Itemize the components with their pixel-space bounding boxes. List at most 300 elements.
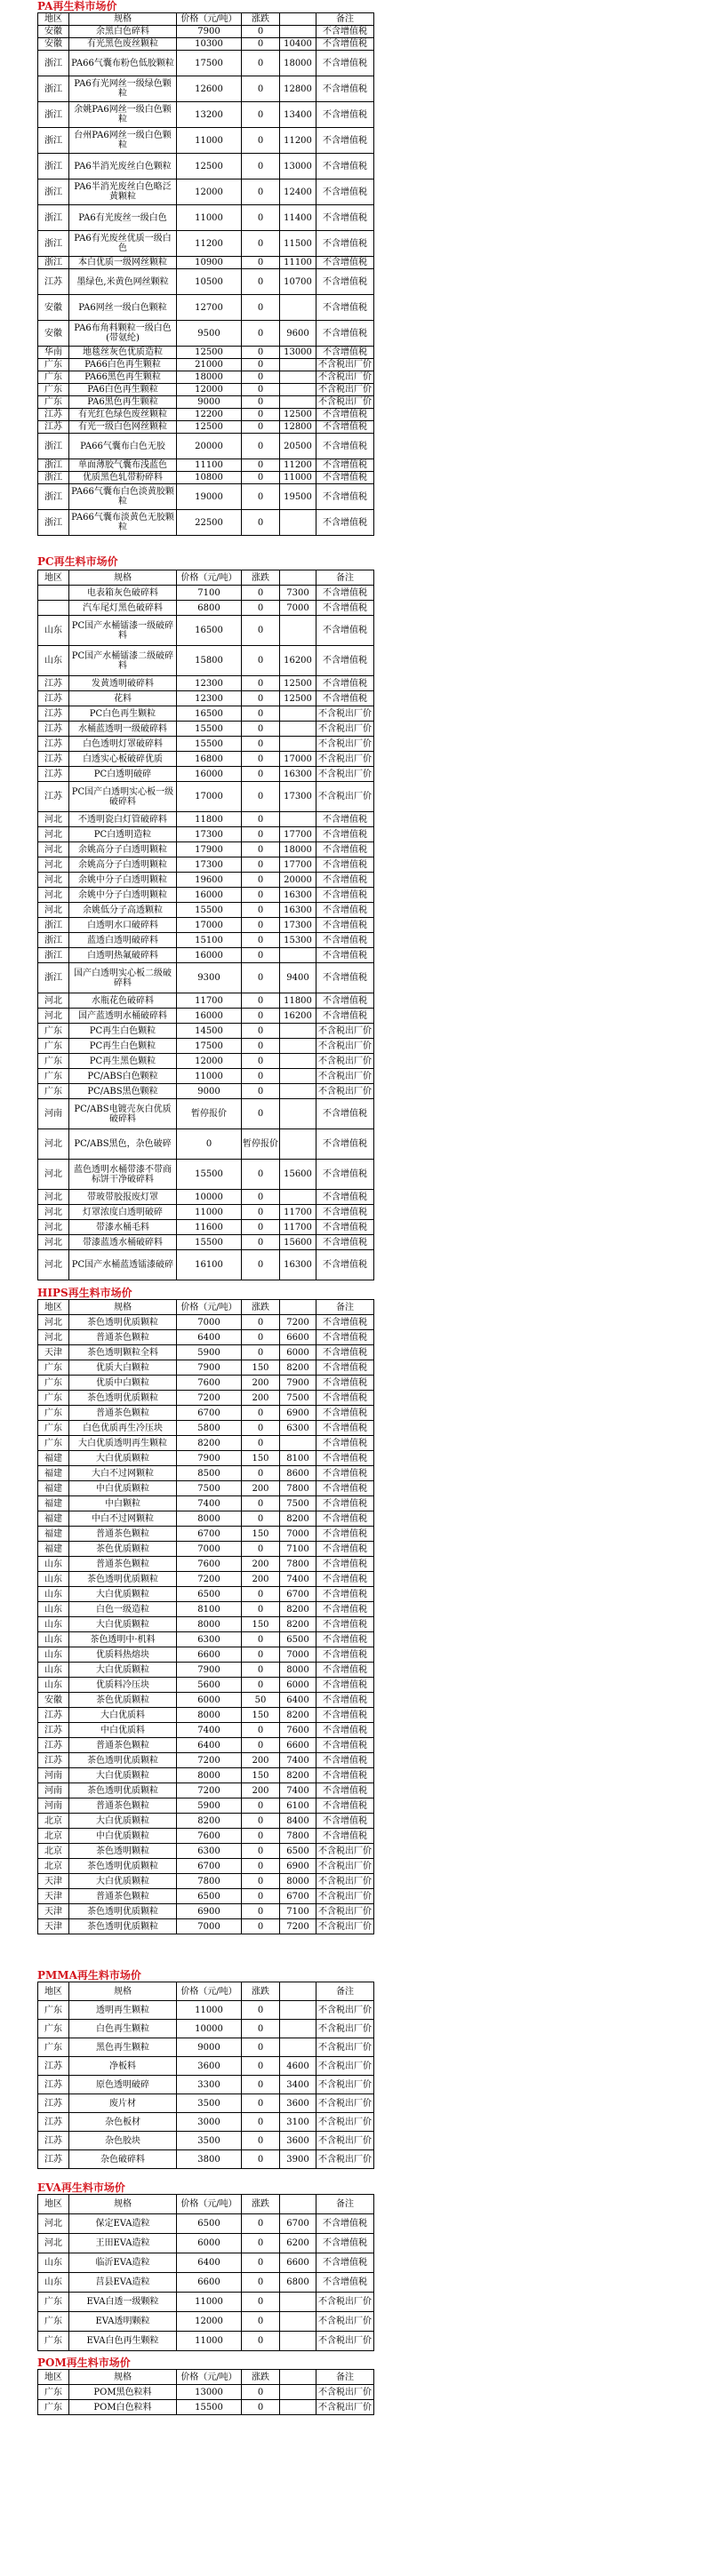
alt-price-cell: 3600 bbox=[280, 2132, 316, 2150]
change-cell: 150 bbox=[242, 1768, 280, 1783]
alt-price-cell: 20000 bbox=[280, 873, 316, 888]
spec-cell: 普通茶色颗粒 bbox=[69, 1738, 177, 1753]
table-row bbox=[38, 2020, 374, 2038]
region-cell: 浙江 bbox=[38, 918, 69, 933]
alt-price-cell: 8200 bbox=[280, 1708, 316, 1723]
spec-cell: 墨绿色,米黄色网丝颗粒 bbox=[69, 269, 177, 295]
alt-price-cell: 13400 bbox=[280, 102, 316, 128]
price-cell: 15100 bbox=[177, 933, 242, 948]
price-cell: 11600 bbox=[177, 1220, 242, 1235]
alt-price-cell bbox=[280, 384, 316, 396]
change-cell: 0 bbox=[242, 2038, 280, 2057]
remark-cell: 不含增值税 bbox=[316, 993, 374, 1009]
remark-cell: 不含增值税 bbox=[316, 691, 374, 706]
remark-cell: 不含增值税 bbox=[316, 1129, 374, 1160]
alt-price-cell bbox=[280, 359, 316, 371]
price-cell: 8000 bbox=[177, 1617, 242, 1632]
change-cell: 0 bbox=[242, 38, 280, 51]
remark-cell: 不含税出厂价 bbox=[316, 737, 374, 752]
remark-cell: 不含税出厂价 bbox=[316, 2400, 374, 2415]
price-table bbox=[37, 1982, 374, 2169]
change-cell: 0 bbox=[242, 1421, 280, 1436]
alt-price-cell: 12800 bbox=[280, 76, 316, 102]
remark-cell: 不含税出厂价 bbox=[316, 2038, 374, 2057]
alt-price-cell: 15600 bbox=[280, 1160, 316, 1190]
price-cell: 17300 bbox=[177, 857, 242, 873]
price-cell: 19600 bbox=[177, 873, 242, 888]
section-title: PC再生料市场价 bbox=[37, 555, 118, 568]
remark-cell: 不含增值税 bbox=[316, 903, 374, 918]
change-cell: 0 bbox=[242, 782, 280, 812]
remark-cell: 不含增值税 bbox=[316, 1345, 374, 1360]
price-cell: 6600 bbox=[177, 1647, 242, 1663]
change-cell: 200 bbox=[242, 1753, 280, 1768]
alt-price-cell bbox=[280, 616, 316, 646]
region-cell: 浙江 bbox=[38, 257, 69, 269]
header-spec-cell: 规格 bbox=[69, 1982, 177, 2001]
remark-cell: 不含税出厂价 bbox=[316, 2001, 374, 2020]
alt-price-cell: 6900 bbox=[280, 1406, 316, 1421]
change-cell: 0 bbox=[242, 102, 280, 128]
spec-cell: 茶色透明优质颗粒 bbox=[69, 1783, 177, 1798]
region-cell: 浙江 bbox=[38, 434, 69, 459]
table-row bbox=[38, 102, 374, 128]
header-region-cell: 地区 bbox=[38, 2370, 69, 2385]
change-cell: 150 bbox=[242, 1617, 280, 1632]
alt-price-cell: 6600 bbox=[280, 1330, 316, 1345]
change-cell: 0 bbox=[242, 434, 280, 459]
spec-cell: PC/ABS电镀壳灰白优质破碎料 bbox=[69, 1099, 177, 1129]
remark-cell: 不含增值税 bbox=[316, 257, 374, 269]
spec-cell: 大白不过网颗粒 bbox=[69, 1466, 177, 1481]
change-cell: 150 bbox=[242, 1708, 280, 1723]
remark-cell: 不含增值税 bbox=[316, 421, 374, 434]
header-spec-cell: 规格 bbox=[69, 1300, 177, 1315]
change-cell: 0 bbox=[242, 371, 280, 384]
price-cell: 6000 bbox=[177, 2234, 242, 2253]
remark-cell: 不含税出厂价 bbox=[316, 2076, 374, 2094]
table-row bbox=[38, 76, 374, 102]
region-cell: 河北 bbox=[38, 1190, 69, 1205]
table-row bbox=[38, 1678, 374, 1693]
table-row bbox=[38, 1069, 374, 1084]
price-cell: 7200 bbox=[177, 1783, 242, 1798]
change-cell: 0 bbox=[242, 1874, 280, 1889]
alt-price-cell: 7100 bbox=[280, 1904, 316, 1919]
table-row bbox=[38, 1557, 374, 1572]
table-row bbox=[38, 842, 374, 857]
price-cell: 11800 bbox=[177, 812, 242, 827]
remark-cell: 不含增值税 bbox=[316, 1647, 374, 1663]
table-row bbox=[38, 2038, 374, 2057]
region-cell: 浙江 bbox=[38, 933, 69, 948]
table-row bbox=[38, 1904, 374, 1919]
alt-price-cell: 17300 bbox=[280, 918, 316, 933]
remark-cell: 不含增值税 bbox=[316, 1330, 374, 1345]
spec-cell: 茶色透明颗粒 bbox=[69, 1844, 177, 1859]
price-cell: 11100 bbox=[177, 459, 242, 472]
spec-cell: 优质黑色轧带粉碎料 bbox=[69, 472, 177, 484]
alt-price-cell: 17700 bbox=[280, 857, 316, 873]
table-row bbox=[38, 873, 374, 888]
table-row bbox=[38, 963, 374, 993]
change-cell: 0 bbox=[242, 812, 280, 827]
region-cell: 山东 bbox=[38, 1602, 69, 1617]
price-cell: 7200 bbox=[177, 1391, 242, 1406]
price-cell: 5900 bbox=[177, 1345, 242, 1360]
table-row bbox=[38, 857, 374, 873]
table-row bbox=[38, 1889, 374, 1904]
spec-cell: 灯罩浓度白透明破碎 bbox=[69, 1205, 177, 1220]
header-region-cell: 地区 bbox=[38, 570, 69, 586]
remark-cell: 不含增值税 bbox=[316, 1481, 374, 1496]
table-header-row bbox=[38, 1982, 374, 2001]
region-cell: 山东 bbox=[38, 616, 69, 646]
table-row bbox=[38, 51, 374, 76]
change-cell: 0 bbox=[242, 205, 280, 231]
region-cell: 天津 bbox=[38, 1919, 69, 1934]
region-cell: 广东 bbox=[38, 2293, 69, 2312]
table-row bbox=[38, 1753, 374, 1768]
price-cell: 7900 bbox=[177, 1663, 242, 1678]
remark-cell: 不含税出厂价 bbox=[316, 1904, 374, 1919]
region-cell: 浙江 bbox=[38, 484, 69, 510]
spec-cell: 王田EVA造粒 bbox=[69, 2234, 177, 2253]
alt-price-cell bbox=[280, 2385, 316, 2400]
change-cell: 0 bbox=[242, 409, 280, 421]
change-cell: 0 bbox=[242, 1814, 280, 1829]
spec-cell: 白透明水口破碎料 bbox=[69, 918, 177, 933]
spec-cell: PA6半消光废丝白色颗粒 bbox=[69, 154, 177, 179]
section-title: PMMA再生料市场价 bbox=[37, 1969, 141, 1982]
table-row bbox=[38, 1738, 374, 1753]
price-cell: 7000 bbox=[177, 1542, 242, 1557]
alt-price-cell bbox=[280, 2312, 316, 2332]
remark-cell: 不含税出厂价 bbox=[316, 1054, 374, 1069]
section-title: PA再生料市场价 bbox=[37, 0, 117, 12]
price-cell: 17000 bbox=[177, 918, 242, 933]
remark-cell: 不含增值税 bbox=[316, 128, 374, 154]
table-row bbox=[38, 1647, 374, 1663]
header-change-cell: 涨跌 bbox=[242, 570, 280, 586]
price-cell: 15500 bbox=[177, 1235, 242, 1250]
remark-cell: 不含增值税 bbox=[316, 1572, 374, 1587]
remark-cell: 不含税出厂价 bbox=[316, 1039, 374, 1054]
remark-cell: 不含增值税 bbox=[316, 472, 374, 484]
alt-price-cell: 6700 bbox=[280, 2214, 316, 2234]
table-row bbox=[38, 782, 374, 812]
price-cell: 11000 bbox=[177, 205, 242, 231]
remark-cell: 不含增值税 bbox=[316, 231, 374, 257]
change-cell: 0 bbox=[242, 2150, 280, 2169]
alt-price-cell bbox=[280, 948, 316, 963]
change-cell: 0 bbox=[242, 26, 280, 38]
change-cell: 0 bbox=[242, 359, 280, 371]
table-row bbox=[38, 257, 374, 269]
region-cell: 河北 bbox=[38, 903, 69, 918]
region-cell: 山东 bbox=[38, 2253, 69, 2273]
spec-cell: 透明再生颗粒 bbox=[69, 2001, 177, 2020]
spec-cell: 有光红色绿色废丝颗粒 bbox=[69, 409, 177, 421]
table-row bbox=[38, 1708, 374, 1723]
region-cell: 江苏 bbox=[38, 737, 69, 752]
alt-price-cell: 11700 bbox=[280, 1220, 316, 1235]
remark-cell: 不含增值税 bbox=[316, 1451, 374, 1466]
header-price-cell: 价格（元/吨） bbox=[177, 2195, 242, 2214]
price-table bbox=[37, 570, 374, 1280]
remark-cell: 不含税出厂价 bbox=[316, 2150, 374, 2169]
change-cell: 0 bbox=[242, 857, 280, 873]
spec-cell: PC/ABS黑色，杂色破碎 bbox=[69, 1129, 177, 1160]
remark-cell: 不含增值税 bbox=[316, 51, 374, 76]
table-row bbox=[38, 646, 374, 676]
spec-cell: PA66气囊布白色淡黄胶颗粒 bbox=[69, 484, 177, 510]
remark-cell: 不含增值税 bbox=[316, 857, 374, 873]
region-cell bbox=[38, 601, 69, 616]
remark-cell: 不含增值税 bbox=[316, 1798, 374, 1814]
spec-cell: 大白优质颗粒 bbox=[69, 1451, 177, 1466]
region-cell: 福建 bbox=[38, 1511, 69, 1527]
price-cell: 5900 bbox=[177, 1798, 242, 1814]
region-cell: 河北 bbox=[38, 857, 69, 873]
spec-cell: PC白透明造粒 bbox=[69, 827, 177, 842]
region-cell: 河南 bbox=[38, 1783, 69, 1798]
change-cell: 0 bbox=[242, 257, 280, 269]
region-cell: 江苏 bbox=[38, 1753, 69, 1768]
table-row bbox=[38, 1054, 374, 1069]
alt-price-cell: 11500 bbox=[280, 231, 316, 257]
table-row bbox=[38, 737, 374, 752]
price-cell: 6400 bbox=[177, 1330, 242, 1345]
region-cell: 广东 bbox=[38, 384, 69, 396]
remark-cell: 不含增值税 bbox=[316, 2214, 374, 2234]
change-cell: 0 bbox=[242, 1798, 280, 1814]
price-table bbox=[37, 2369, 374, 2415]
change-cell: 0 bbox=[242, 2076, 280, 2094]
region-cell: 河北 bbox=[38, 888, 69, 903]
region-cell: 广东 bbox=[38, 2020, 69, 2038]
alt-price-cell: 15600 bbox=[280, 1235, 316, 1250]
remark-cell: 不含增值税 bbox=[316, 1814, 374, 1829]
spec-cell: 茶色透明颗粒全料 bbox=[69, 1345, 177, 1360]
remark-cell: 不含税出厂价 bbox=[316, 752, 374, 767]
price-cell: 3500 bbox=[177, 2132, 242, 2150]
price-cell: 10500 bbox=[177, 269, 242, 295]
spec-cell: 临沂EVA造粒 bbox=[69, 2253, 177, 2273]
spec-cell: 茶色透明优质颗粒 bbox=[69, 1919, 177, 1934]
change-cell: 0 bbox=[242, 2312, 280, 2332]
price-cell: 7600 bbox=[177, 1376, 242, 1391]
table-row bbox=[38, 1859, 374, 1874]
table-row bbox=[38, 1250, 374, 1280]
change-cell: 200 bbox=[242, 1572, 280, 1587]
change-cell: 0 bbox=[242, 1919, 280, 1934]
change-cell: 0 bbox=[242, 1024, 280, 1039]
spec-cell: 杂色板材 bbox=[69, 2113, 177, 2132]
region-cell: 江苏 bbox=[38, 2076, 69, 2094]
change-cell: 0 bbox=[242, 1436, 280, 1451]
region-cell: 广东 bbox=[38, 1069, 69, 1084]
region-cell: 山东 bbox=[38, 1678, 69, 1693]
change-cell: 0 bbox=[242, 1220, 280, 1235]
change-cell: 0 bbox=[242, 179, 280, 205]
spec-cell: 蓝色透明水桶带漆不带商标饼干净破碎料 bbox=[69, 1160, 177, 1190]
price-cell: 20000 bbox=[177, 434, 242, 459]
spec-cell: PC国产水桶镭漆二级破碎料 bbox=[69, 646, 177, 676]
alt-price-cell bbox=[280, 371, 316, 384]
change-cell: 0 bbox=[242, 2001, 280, 2020]
price-cell: 11200 bbox=[177, 231, 242, 257]
region-cell: 江苏 bbox=[38, 767, 69, 782]
spec-cell: 余姚高分子白透明颗粒 bbox=[69, 857, 177, 873]
header-alt-price-cell bbox=[280, 1300, 316, 1315]
alt-price-cell bbox=[280, 1084, 316, 1099]
change-cell: 0 bbox=[242, 752, 280, 767]
table-row bbox=[38, 1496, 374, 1511]
table-row bbox=[38, 1391, 374, 1406]
region-cell: 河北 bbox=[38, 1250, 69, 1280]
region-cell: 天津 bbox=[38, 1889, 69, 1904]
region-cell: 河北 bbox=[38, 827, 69, 842]
spec-cell: 水桶蓝透明一级破碎料 bbox=[69, 722, 177, 737]
change-cell: 0 bbox=[242, 269, 280, 295]
table-row bbox=[38, 359, 374, 371]
alt-price-cell: 8600 bbox=[280, 1466, 316, 1481]
table-row bbox=[38, 128, 374, 154]
spec-cell: 茶色透明优质颗粒 bbox=[69, 1859, 177, 1874]
table-row bbox=[38, 1360, 374, 1376]
table-row bbox=[38, 1783, 374, 1798]
region-cell: 广东 bbox=[38, 1436, 69, 1451]
table-row bbox=[38, 484, 374, 510]
alt-price-cell: 6000 bbox=[280, 1678, 316, 1693]
region-cell: 河北 bbox=[38, 1205, 69, 1220]
table-row bbox=[38, 1844, 374, 1859]
remark-cell: 不含增值税 bbox=[316, 38, 374, 51]
region-cell: 广东 bbox=[38, 1024, 69, 1039]
price-cell: 6500 bbox=[177, 2214, 242, 2234]
price-cell: 6400 bbox=[177, 1738, 242, 1753]
price-cell: 16500 bbox=[177, 616, 242, 646]
table-row bbox=[38, 2150, 374, 2169]
alt-price-cell: 6600 bbox=[280, 2253, 316, 2273]
table-row bbox=[38, 205, 374, 231]
section-title: EVA再生料市场价 bbox=[37, 2181, 125, 2194]
region-cell: 江苏 bbox=[38, 2150, 69, 2169]
price-cell: 3300 bbox=[177, 2076, 242, 2094]
region-cell: 河南 bbox=[38, 1099, 69, 1129]
spec-cell: PA66气囊布淡黄色无胶颗粒 bbox=[69, 510, 177, 536]
change-cell: 0 bbox=[242, 1723, 280, 1738]
spec-cell: 余姚中分子白透明颗粒 bbox=[69, 873, 177, 888]
alt-price-cell: 8200 bbox=[280, 1768, 316, 1783]
spec-cell: 普通茶色颗粒 bbox=[69, 1557, 177, 1572]
price-cell: 12700 bbox=[177, 295, 242, 321]
alt-price-cell bbox=[280, 2332, 316, 2351]
spec-cell: 杂色胶块 bbox=[69, 2132, 177, 2150]
section-title: POM再生料市场价 bbox=[37, 2357, 131, 2369]
table-row bbox=[38, 1205, 374, 1220]
change-cell: 0 bbox=[242, 963, 280, 993]
change-cell: 150 bbox=[242, 1360, 280, 1376]
alt-price-cell: 13000 bbox=[280, 347, 316, 359]
table-row bbox=[38, 752, 374, 767]
change-cell: 200 bbox=[242, 1391, 280, 1406]
header-spec-cell: 规格 bbox=[69, 570, 177, 586]
spec-cell: PC/ABS黑色颗粒 bbox=[69, 1084, 177, 1099]
region-cell: 广东 bbox=[38, 1376, 69, 1391]
change-cell: 0 bbox=[242, 2094, 280, 2113]
alt-price-cell bbox=[280, 510, 316, 536]
remark-cell: 不含增值税 bbox=[316, 842, 374, 857]
alt-price-cell: 6300 bbox=[280, 1421, 316, 1436]
spec-cell: 余姚中分子白透明颗粒 bbox=[69, 888, 177, 903]
remark-cell: 不含税出厂价 bbox=[316, 2020, 374, 2038]
alt-price-cell: 11200 bbox=[280, 459, 316, 472]
table-row bbox=[38, 586, 374, 601]
region-cell: 浙江 bbox=[38, 128, 69, 154]
alt-price-cell: 7800 bbox=[280, 1829, 316, 1844]
price-cell: 7400 bbox=[177, 1496, 242, 1511]
price-cell: 12200 bbox=[177, 409, 242, 421]
spec-cell: 中白颗粒 bbox=[69, 1496, 177, 1511]
change-cell: 0 bbox=[242, 2214, 280, 2234]
spec-cell: PC白透明破碎 bbox=[69, 767, 177, 782]
alt-price-cell: 17000 bbox=[280, 752, 316, 767]
remark-cell: 不含增值税 bbox=[316, 1099, 374, 1129]
remark-cell: 不含增值税 bbox=[316, 1678, 374, 1693]
table-row bbox=[38, 812, 374, 827]
alt-price-cell: 3100 bbox=[280, 2113, 316, 2132]
remark-cell: 不含增值税 bbox=[316, 2253, 374, 2273]
region-cell: 山东 bbox=[38, 1557, 69, 1572]
remark-cell: 不含增值税 bbox=[316, 1436, 374, 1451]
table-header-row bbox=[38, 2370, 374, 2385]
spec-cell: PC国产白透明实心板一级破碎料 bbox=[69, 782, 177, 812]
price-cell: 6700 bbox=[177, 1406, 242, 1421]
region-cell: 广东 bbox=[38, 359, 69, 371]
table-row bbox=[38, 2253, 374, 2273]
spec-cell: 普通茶色颗粒 bbox=[69, 1330, 177, 1345]
change-cell: 200 bbox=[242, 1376, 280, 1391]
region-cell: 广东 bbox=[38, 2400, 69, 2415]
table-row bbox=[38, 1084, 374, 1099]
region-cell: 河北 bbox=[38, 1315, 69, 1330]
region-cell: 广东 bbox=[38, 1360, 69, 1376]
spec-cell: PA6网丝一级白色颗粒 bbox=[69, 295, 177, 321]
change-cell: 0 bbox=[242, 2113, 280, 2132]
remark-cell: 不含增值税 bbox=[316, 1496, 374, 1511]
table-row bbox=[38, 1542, 374, 1557]
region-cell: 广东 bbox=[38, 371, 69, 384]
change-cell: 150 bbox=[242, 1527, 280, 1542]
spec-cell: PA6黑色再生颗粒 bbox=[69, 396, 177, 409]
region-cell: 山东 bbox=[38, 1647, 69, 1663]
price-cell: 12000 bbox=[177, 179, 242, 205]
alt-price-cell: 6700 bbox=[280, 1587, 316, 1602]
spec-cell: 大白优质颗粒 bbox=[69, 1587, 177, 1602]
alt-price-cell bbox=[280, 1054, 316, 1069]
change-cell: 0 bbox=[242, 510, 280, 536]
spec-cell: 汽车尾灯黑色破碎料 bbox=[69, 601, 177, 616]
change-cell: 0 bbox=[242, 1406, 280, 1421]
change-cell: 0 bbox=[242, 421, 280, 434]
change-cell: 0 bbox=[242, 1345, 280, 1360]
remark-cell: 不含税出厂价 bbox=[316, 1084, 374, 1099]
region-cell: 浙江 bbox=[38, 963, 69, 993]
remark-cell: 不含增值税 bbox=[316, 205, 374, 231]
region-cell: 浙江 bbox=[38, 472, 69, 484]
